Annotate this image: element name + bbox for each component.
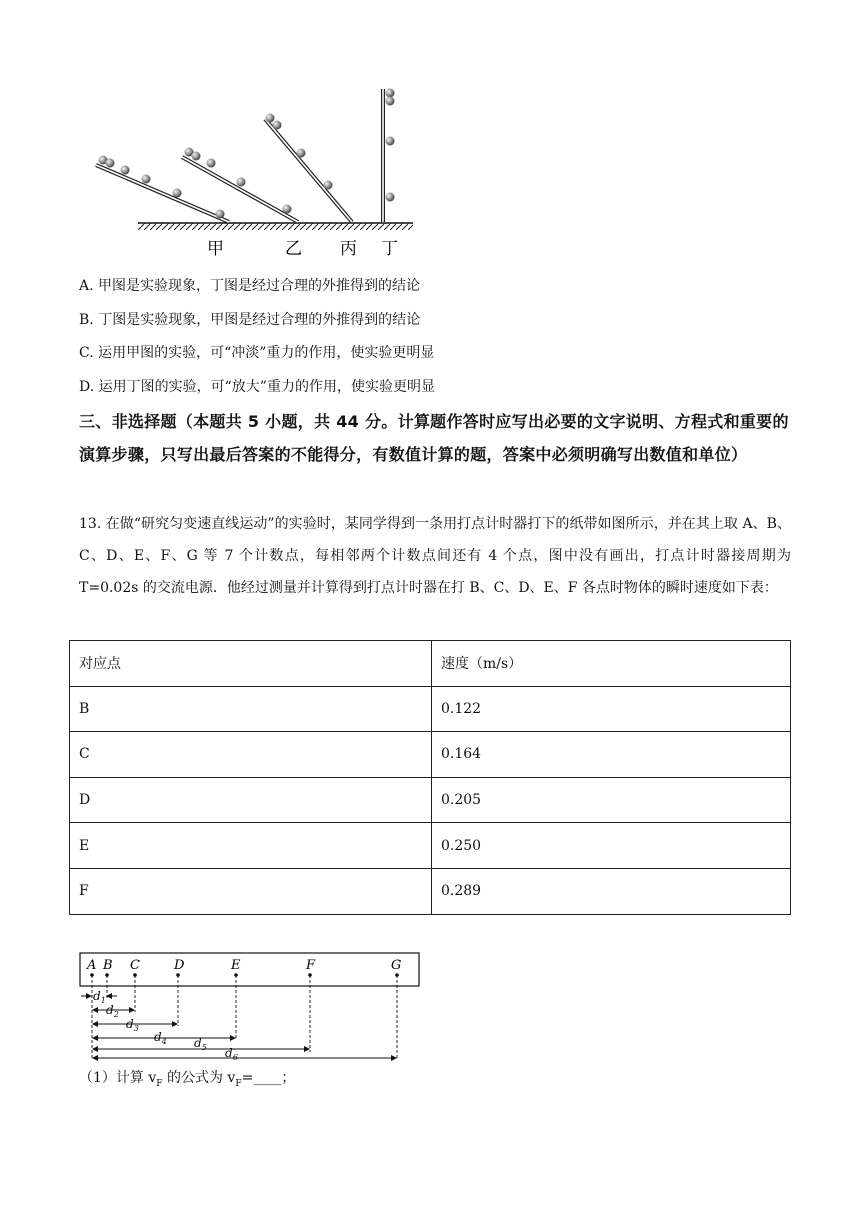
table-header-velocity: 速度（m/s） bbox=[432, 641, 791, 687]
label-yi: 乙 bbox=[285, 239, 302, 259]
velocity-table bbox=[69, 640, 791, 915]
table-header-point: 对应点 bbox=[70, 641, 432, 687]
point-label-b: B bbox=[103, 958, 113, 973]
dashed-guides bbox=[92, 975, 397, 1060]
point-label-d: D bbox=[174, 958, 185, 973]
option-a: A. 甲图是实验现象，丁图是经过合理的外推得到的结论 bbox=[79, 278, 421, 294]
label-jia: 甲 bbox=[207, 239, 224, 259]
table-cell: F bbox=[70, 868, 432, 914]
inclined-plane-figure bbox=[90, 80, 420, 260]
table-cell: 0.289 bbox=[432, 868, 791, 914]
table-row bbox=[70, 777, 791, 823]
point-label-a: A bbox=[87, 958, 97, 973]
sub-question-1: （1）计算 $v_F$ 的公式为 $v_F=\_\_\_\_$； bbox=[79, 1070, 296, 1089]
table-header-row bbox=[70, 641, 791, 687]
point-label-g: G bbox=[391, 958, 402, 973]
plane-bing bbox=[265, 114, 352, 223]
table-cell: 0.250 bbox=[432, 823, 791, 869]
distance-label-d1: $d_1$ bbox=[93, 989, 106, 1005]
tape-points bbox=[86, 958, 401, 977]
option-b: B. 丁图是实验现象，甲图是经过合理的外推得到的结论 bbox=[79, 312, 421, 328]
table-cell: 0.164 bbox=[432, 732, 791, 778]
label-ding: 丁 bbox=[381, 239, 398, 259]
table-cell: 0.122 bbox=[432, 686, 791, 732]
distance-label-d4: $d_4$ bbox=[154, 1030, 167, 1046]
question-13-text: 13. 在做“研究匀变速直线运动”的实验时，某同学得到一条用打点计时器打下的纸带如图所示，并在其上取 A、B、C、D、E、F、G 等 7 个计数点，每相邻两个计数点间还有 4 个点，图中没有画出，打点计时器接周期为 T=0.02s 的交流电源．他经过测量并计算得到打点计时器在打 B、C、D、E、F 各点时物体的瞬时速度如下表： bbox=[79, 516, 791, 596]
point-label-f: F bbox=[306, 958, 316, 973]
table-cell: C bbox=[70, 732, 432, 778]
distance-label-d5: $d_5$ bbox=[194, 1036, 207, 1052]
table-cell: E bbox=[70, 823, 432, 869]
table-cell: D bbox=[70, 777, 432, 823]
section-heading: 三、非选择题（本题共 5 小题，共 44 分。计算题作答时应写出必要的文字说明、方程式和重要的演算步骤，只写出最后答案的不能得分，有数值计算的题，答案中必须明确写出数值和单位） bbox=[79, 412, 789, 464]
plane-ding bbox=[383, 89, 395, 223]
table-row bbox=[70, 686, 791, 732]
distance-label-d2: $d_2$ bbox=[106, 1003, 119, 1019]
table-row bbox=[70, 823, 791, 869]
option-c: C. 运用甲图的实验，可“冲淡”重力的作用，使实验更明显 bbox=[79, 345, 435, 361]
table-cell: B bbox=[70, 686, 432, 732]
table-cell: 0.205 bbox=[432, 777, 791, 823]
table-row bbox=[70, 732, 791, 778]
ground-hatch bbox=[138, 223, 413, 230]
label-bing: 丙 bbox=[340, 239, 357, 259]
table-row bbox=[70, 868, 791, 914]
paper-tape-figure bbox=[70, 948, 430, 1064]
distance-label-d3: $d_3$ bbox=[126, 1017, 139, 1033]
distance-label-d6: $d_6$ bbox=[225, 1046, 238, 1062]
point-label-e: E bbox=[231, 958, 241, 973]
point-label-c: C bbox=[130, 958, 140, 973]
option-d: D. 运用丁图的实验，可“放大”重力的作用，使实验更明显 bbox=[79, 379, 435, 395]
